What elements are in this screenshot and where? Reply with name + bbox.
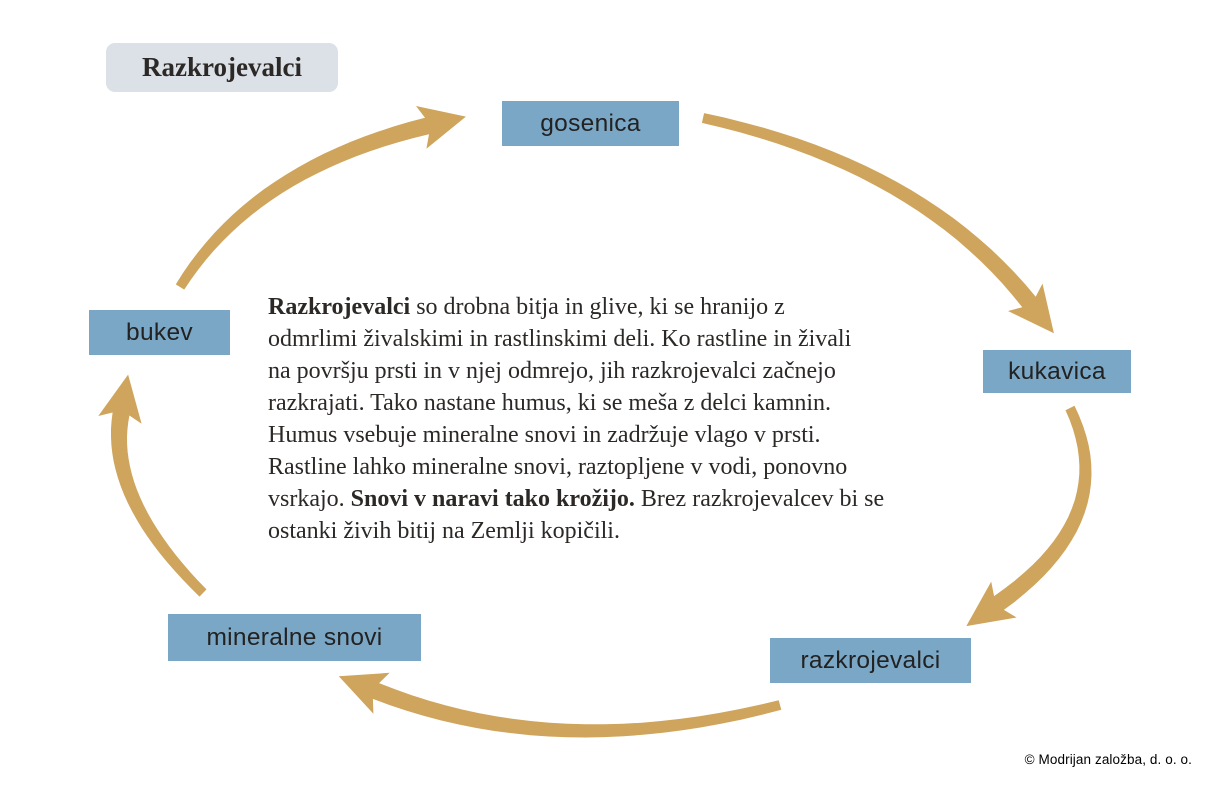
paragraph-line: odmrlimi živalskimi in rastlinskimi deli. Ko rastline in živali — [268, 326, 852, 352]
arrow-kukavica-to-razkrojevalci — [966, 406, 1091, 626]
paragraph-line: ostanki živih bitij na Zemlji kopičili. — [268, 518, 620, 544]
node-kukavica: kukavica — [983, 350, 1131, 393]
paragraph-line: Razkrojevalci so drobna bitja in glive, ki se hranijo z — [268, 294, 785, 320]
node-mineralne-snovi: mineralne snovi — [168, 614, 421, 661]
description-text — [268, 291, 978, 547]
node-gosenica: gosenica — [502, 101, 679, 146]
paragraph-line: na površju prsti in v njej odmrejo, jih razkrojevalci začnejo — [268, 358, 836, 384]
paragraph-line: Humus vsebuje mineralne snovi in zadržuje vlago v prsti. — [268, 422, 821, 448]
arrow-razkrojevalci-to-mineralne — [339, 673, 782, 738]
node-razkrojevalci: razkrojevalci — [770, 638, 971, 683]
node-bukev: bukev — [89, 310, 230, 355]
arrow-mineralne-to-bukev — [98, 375, 206, 597]
diagram-title: Razkrojevalci — [106, 43, 338, 92]
paragraph-line: razkrajati. Tako nastane humus, ki se meša z delci kamnin. — [268, 390, 832, 416]
arrow-bukev-to-gosenica — [176, 106, 466, 290]
paragraph-line: vsrkajo. Snovi v naravi tako krožijo. Brez razkrojevalcev bi se — [268, 486, 885, 512]
copyright-notice: © Modrijan založba, d. o. o. — [1024, 752, 1192, 767]
paragraph-line: Rastline lahko mineralne snovi, raztopljene v vodi, ponovno — [268, 454, 848, 480]
